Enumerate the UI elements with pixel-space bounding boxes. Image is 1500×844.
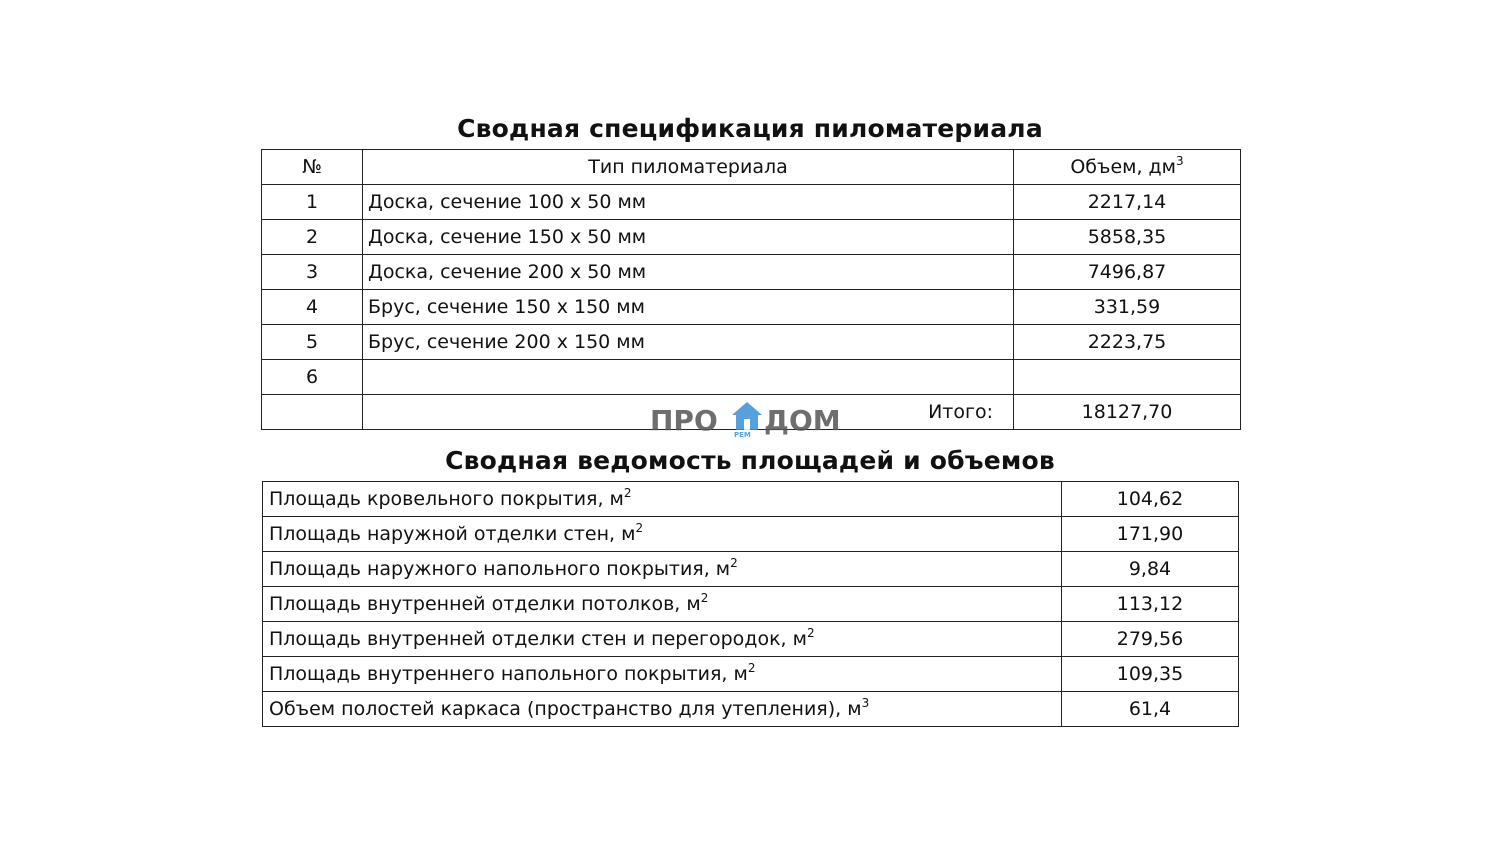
table-row: [263, 692, 1239, 727]
row-num: 2: [262, 220, 363, 255]
lumber-spec-table: [261, 149, 1241, 430]
header-num: №: [262, 150, 363, 185]
unit-sup: 3: [861, 696, 870, 710]
total-value: 18127,70: [1014, 395, 1241, 430]
area-name: [263, 587, 1062, 622]
unit-sup: 2: [635, 521, 644, 535]
row-num: 4: [262, 290, 363, 325]
area-value: 113,12: [1062, 587, 1239, 622]
table-row: [262, 325, 1241, 360]
row-type: Брус, сечение 150 х 150 мм: [363, 290, 1014, 325]
area-name: [263, 657, 1062, 692]
row-volume: [1014, 360, 1241, 395]
row-type: [363, 360, 1014, 395]
area-name: [263, 622, 1062, 657]
spec-title: Сводная спецификация пиломатериала: [457, 114, 1043, 143]
prodom-watermark-logo: [650, 400, 850, 440]
area-value: 171,90: [1062, 517, 1239, 552]
row-type: Брус, сечение 200 х 150 мм: [363, 325, 1014, 360]
table-row: [263, 622, 1239, 657]
area-value: 61,4: [1062, 692, 1239, 727]
total-label: Итого:: [363, 395, 1014, 430]
area-name-text: Площадь кровельного покрытия, м: [269, 488, 624, 510]
area-value: 9,84: [1062, 552, 1239, 587]
table-row: [262, 360, 1241, 395]
row-type: Доска, сечение 200 х 50 мм: [363, 255, 1014, 290]
unit-sup: 2: [700, 591, 709, 605]
header-volume-label: Объем, дм: [1070, 156, 1177, 178]
watermark-text-dom: ДОМ: [764, 404, 841, 437]
row-volume: 331,59: [1014, 290, 1241, 325]
watermark-text-pro: ПРО: [650, 404, 718, 437]
row-num: 6: [262, 360, 363, 395]
area-name-text: Площадь внутреннего напольного покрытия, м: [269, 663, 748, 685]
header-volume: [1014, 150, 1241, 185]
row-volume: 5858,35: [1014, 220, 1241, 255]
house-icon: [730, 400, 764, 432]
row-volume: 2217,14: [1014, 185, 1241, 220]
table-row: [263, 587, 1239, 622]
row-num: 3: [262, 255, 363, 290]
area-name: [263, 482, 1062, 517]
area-name-text: Объем полостей каркаса (пространство для утепления), м: [269, 698, 862, 720]
table-row: [262, 255, 1241, 290]
total-empty-cell: [262, 395, 363, 430]
row-type: Доска, сечение 100 х 50 мм: [363, 185, 1014, 220]
watermark-small-text: РЕМ: [734, 431, 751, 439]
row-volume: 2223,75: [1014, 325, 1241, 360]
areas-volumes-table: [262, 481, 1239, 727]
area-name: [263, 692, 1062, 727]
areas-title: Сводная ведомость площадей и объемов: [445, 446, 1055, 475]
table-row: [263, 552, 1239, 587]
area-value: 104,62: [1062, 482, 1239, 517]
unit-sup: 2: [747, 661, 756, 675]
unit-sup: 2: [623, 486, 632, 500]
table-row: [262, 220, 1241, 255]
header-type: Тип пиломатериала: [363, 150, 1014, 185]
row-type: Доска, сечение 150 х 50 мм: [363, 220, 1014, 255]
table-row: [263, 517, 1239, 552]
row-num: 1: [262, 185, 363, 220]
header-volume-unit-sup: 3: [1176, 154, 1184, 168]
area-name-text: Площадь наружного напольного покрытия, м: [269, 558, 731, 580]
table-row: [263, 657, 1239, 692]
area-name: [263, 517, 1062, 552]
area-name-text: Площадь наружной отделки стен, м: [269, 523, 636, 545]
table-row: [262, 185, 1241, 220]
table-row: [263, 482, 1239, 517]
area-value: 279,56: [1062, 622, 1239, 657]
area-name-text: Площадь внутренней отделки стен и перегородок, м: [269, 628, 807, 650]
spec-header-row: [262, 150, 1241, 185]
unit-sup: 2: [806, 626, 815, 640]
area-value: 109,35: [1062, 657, 1239, 692]
area-name-text: Площадь внутренней отделки потолков, м: [269, 593, 701, 615]
row-volume: 7496,87: [1014, 255, 1241, 290]
area-name: [263, 552, 1062, 587]
table-row: [262, 290, 1241, 325]
row-num: 5: [262, 325, 363, 360]
unit-sup: 2: [730, 556, 738, 570]
